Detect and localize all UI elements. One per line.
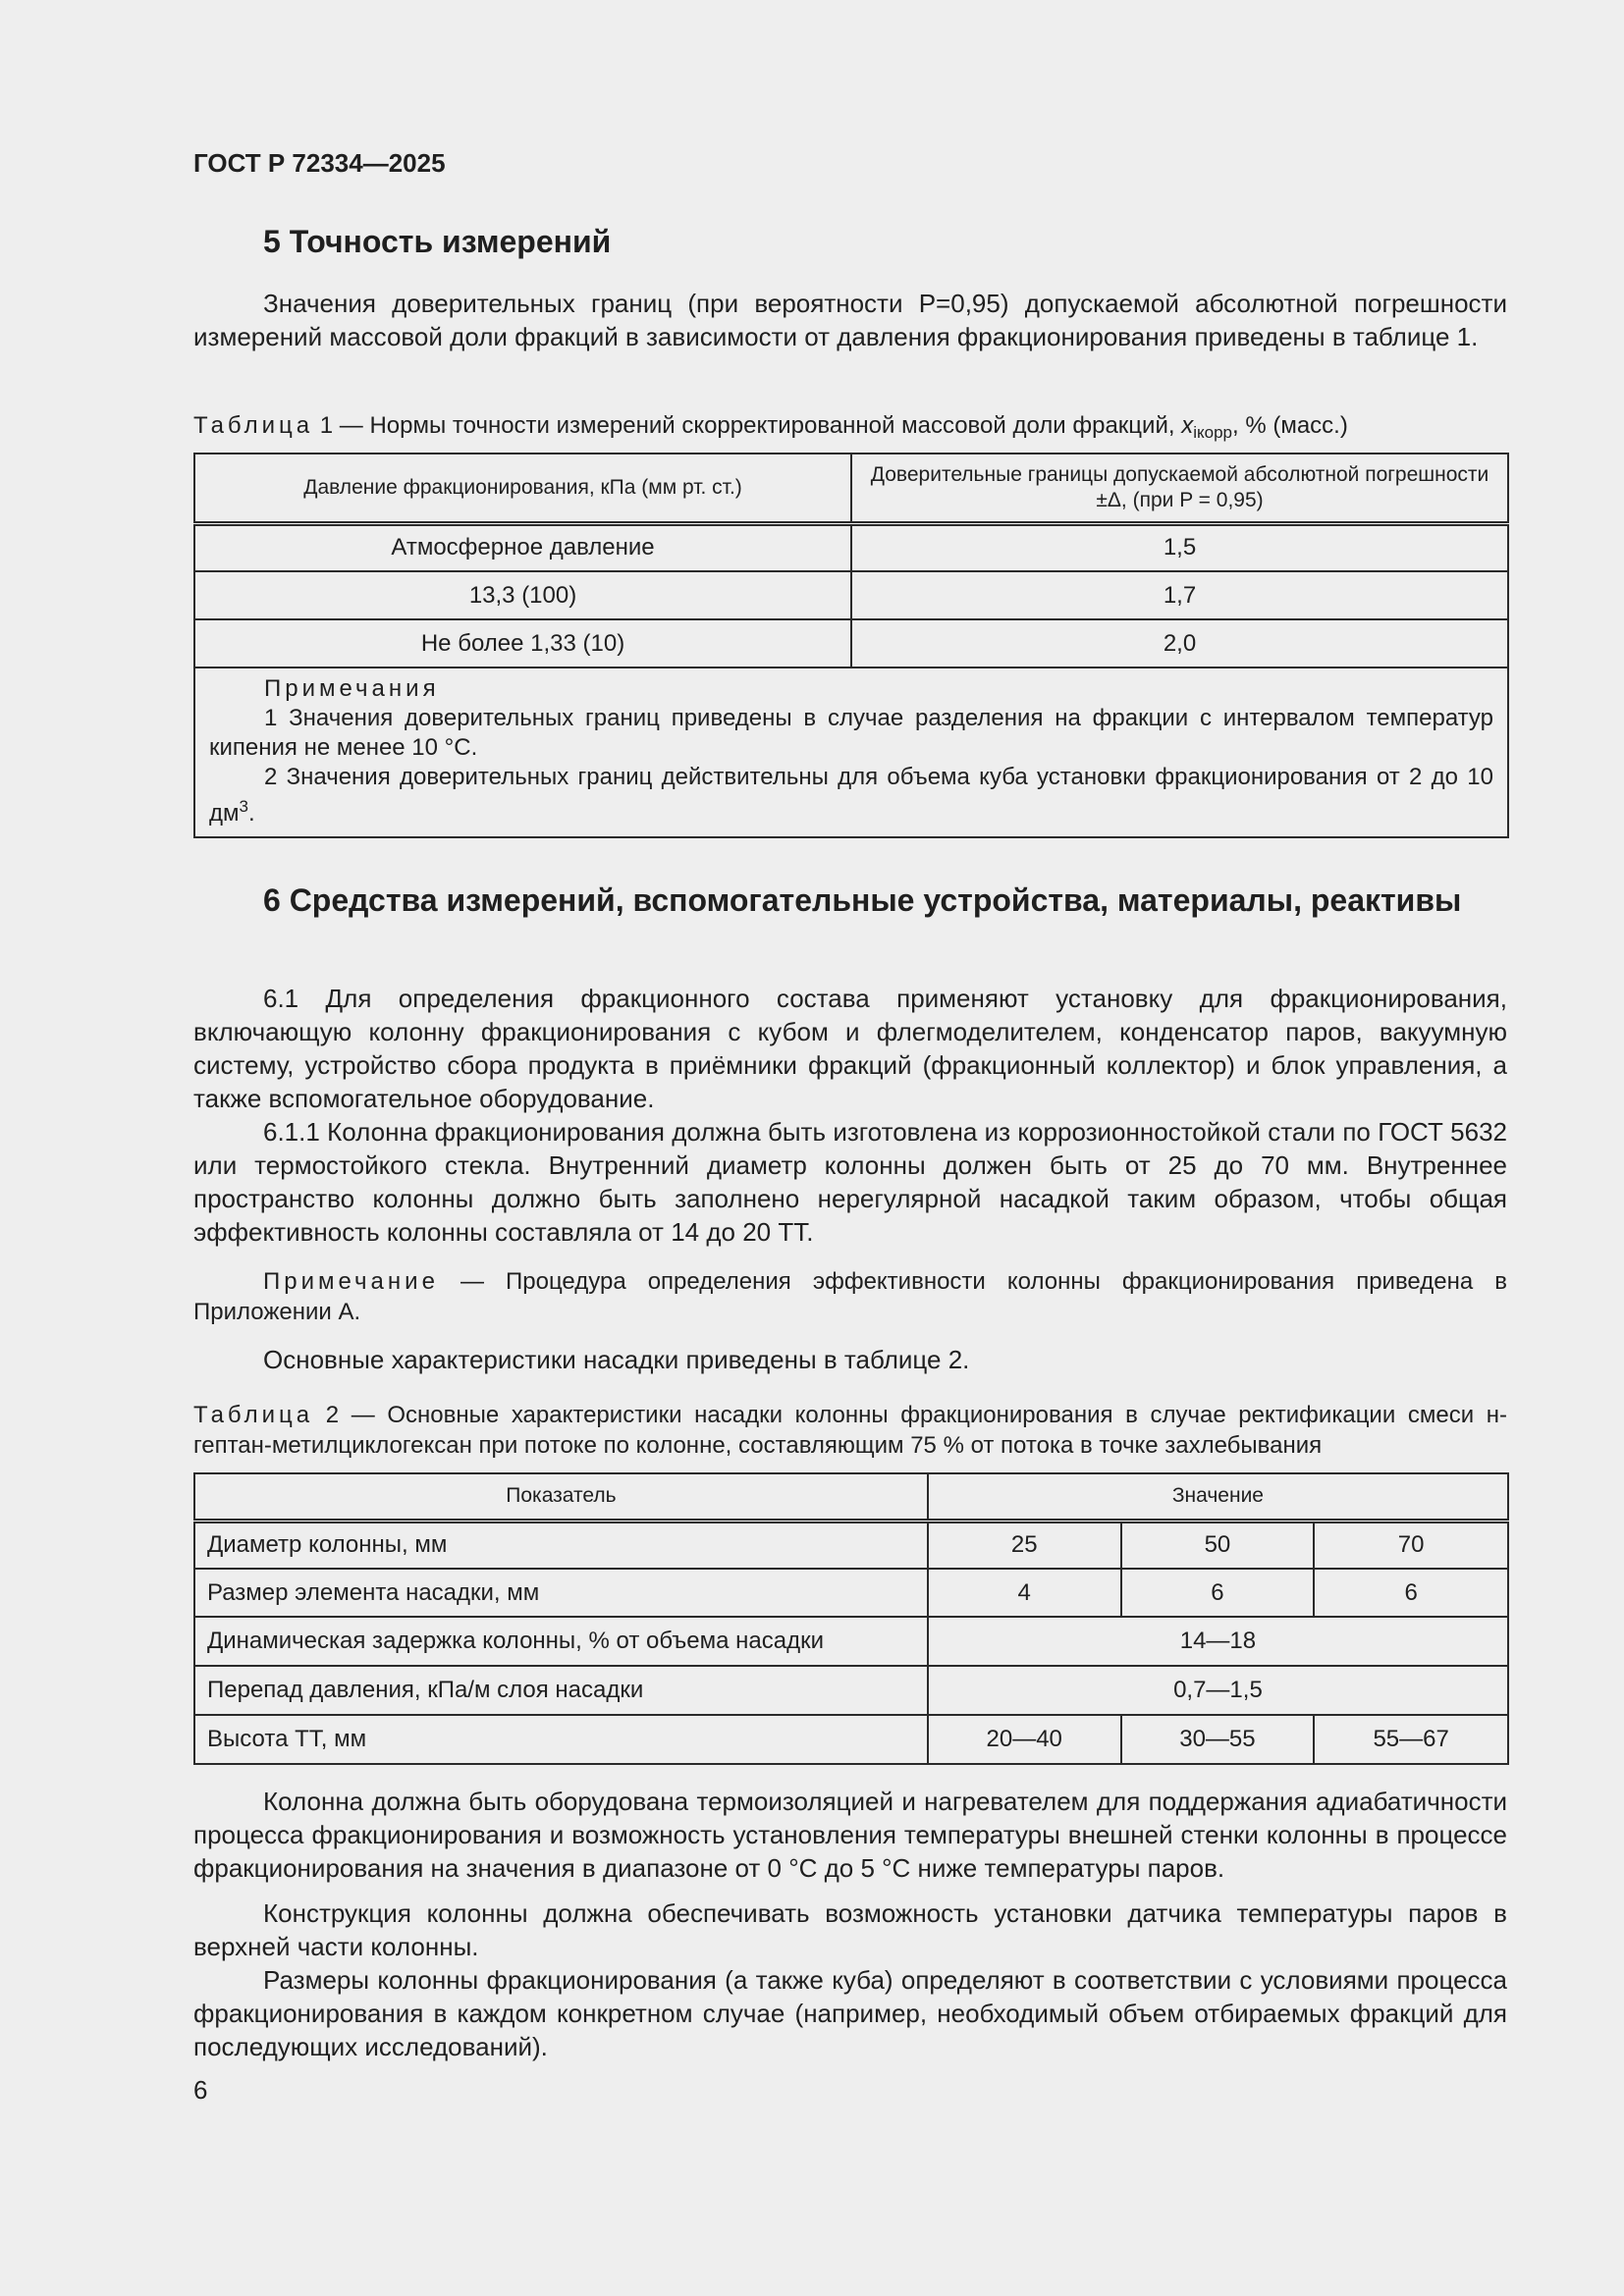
table-1-notes-row: [194, 667, 1508, 837]
table-2-header-indicator: Показатель: [194, 1473, 928, 1521]
table-1-note-1: 1 Значения доверительных границ приведены в случае разделения на фракции с интервалом температур кипения не менее 10 °С.: [209, 705, 1493, 761]
table-1-caption-end: , % (масс.): [1231, 412, 1348, 439]
table-cell: Диаметр колонны, мм: [194, 1521, 928, 1569]
section-6-note-text: — Процедура определения эффективности колонны фракционирования приведена в Приложении А.: [193, 1268, 1507, 1325]
page-number: 6: [193, 2075, 208, 2105]
table-2-header-value: Значение: [928, 1473, 1508, 1521]
table-1-note-2-end: .: [247, 800, 255, 827]
section-6-note: [193, 1266, 1507, 1327]
table-1-caption-subscript: iкорр: [1193, 423, 1232, 442]
table-1-caption: [193, 410, 1507, 448]
table-cell: 1,7: [851, 571, 1508, 619]
table-cell: Атмосферное давление: [194, 523, 851, 571]
table-1-note-2-superscript: 3: [239, 797, 248, 816]
table-2-caption-label: Таблица: [193, 1402, 314, 1428]
table-1-caption-label: Таблица: [193, 412, 314, 439]
document-code: ГОСТ Р 72334—2025: [193, 148, 446, 178]
table-1-header-pressure: Давление фракционирования, кПа (мм рт. ст.): [194, 454, 851, 523]
table-cell: 30—55: [1121, 1715, 1315, 1764]
section-5-heading: 5 Точность измерений: [263, 224, 612, 259]
table-row: [194, 571, 1508, 619]
paragraph-sensor: Конструкция колонны должна обеспечивать возможность установки датчика температуры паров в верхней части колонны.: [193, 1898, 1507, 1961]
table-row: [194, 1715, 1508, 1764]
table-cell: Динамическая задержка колонны, % от объема насадки: [194, 1617, 928, 1666]
table-cell: 0,7—1,5: [928, 1666, 1508, 1715]
table-cell: 2,0: [851, 619, 1508, 667]
table-row: [194, 523, 1508, 571]
table-row: [194, 1569, 1508, 1617]
paragraph-6-1: 6.1 Для определения фракционного состава применяют установку для фракционирования, включающую колонну фракционирования с кубом и флегмоделителем, конденсатор паров, вакуумную систему, устройство сбора продукта в приёмники фракций (фракционный коллектор) и блок управления, а также вспомогательное оборудование.: [193, 984, 1507, 1113]
table-1-caption-text: 1 — Нормы точности измерений скорректированной массовой доли фракций,: [319, 412, 1182, 439]
table-cell: 13,3 (100): [194, 571, 851, 619]
table-cell: 55—67: [1314, 1715, 1508, 1764]
table-cell: Размер элемента насадки, мм: [194, 1569, 928, 1617]
table-cell: 6: [1314, 1569, 1508, 1617]
table-1-header-row: [194, 454, 1508, 523]
table-2-caption: [193, 1400, 1507, 1461]
section-5-paragraph: Значения доверительных границ (при вероятности P=0,95) допускаемой абсолютной погрешности измерений массовой доли фракций в зависимости от давления фракционирования приведены в таблице 1.: [193, 289, 1507, 351]
table-row: [194, 619, 1508, 667]
table-cell: 1,5: [851, 523, 1508, 571]
table-cell: 20—40: [928, 1715, 1121, 1764]
table-cell: Высота ТТ, мм: [194, 1715, 928, 1764]
section-6-note-label: Примечание: [263, 1268, 439, 1295]
table-cell: 25: [928, 1521, 1121, 1569]
table-cell: 14—18: [928, 1617, 1508, 1666]
paragraph-6-1-1: 6.1.1 Колонна фракционирования должна быть изготовлена из коррозионностойкой стали по ГОСТ 5632 или термостойкого стекла. Внутренний диаметр колонны должен быть от 25 до 70 мм. Внутреннее пространство колонны должно быть заполнено нерегулярной насадкой таким образом, чтобы общая эффективность колонны составляла от 14 до 20 ТТ.: [193, 1117, 1507, 1247]
table-1: [193, 453, 1509, 838]
table-cell: 50: [1121, 1521, 1315, 1569]
table-cell: 6: [1121, 1569, 1315, 1617]
table-1-notes: [194, 667, 1508, 837]
table-cell: Перепад давления, кПа/м слоя насадки: [194, 1666, 928, 1715]
table-1-note-2: [209, 763, 1493, 828]
table-row: [194, 1666, 1508, 1715]
table-1-caption-variable: x: [1181, 412, 1194, 439]
table-cell: 70: [1314, 1521, 1508, 1569]
section-6-heading: 6 Средства измерений, вспомогательные устройства, материалы, реактивы: [263, 882, 1462, 918]
table-cell: 4: [928, 1569, 1121, 1617]
table-row: [194, 1521, 1508, 1569]
table-1-header-limits: Доверительные границы допускаемой абсолютной погрешности ±Δ, (при P = 0,95): [851, 454, 1508, 523]
table-2-caption-text: 2 — Основные характеристики насадки колонны фракционирования в случае ректификации смеси н-гептан-метилциклогексан при потоке по колонне, составляющим 75 % от потока в точке захлебывания: [193, 1402, 1507, 1459]
paragraph-insulation: Колонна должна быть оборудована термоизоляцией и нагревателем для поддержания адиабатичности процесса фракционирования и возможность установления температуры внешней стенки колонны в процессе фракционирования на значения в диапазоне от 0 °С до 5 °С ниже температуры паров.: [193, 1787, 1507, 1883]
table-cell: Не более 1,33 (10): [194, 619, 851, 667]
table-1-note-2-text: 2 Значения доверительных границ действительны для объема куба установки фракционирования от 2 до 10 дм: [209, 764, 1493, 827]
table-2-reference: Основные характеристики насадки приведены в таблице 2.: [263, 1345, 970, 1374]
table-2: [193, 1472, 1509, 1765]
paragraph-dimensions: Размеры колонны фракционирования (а также куба) определяют в соответствии с условиями процесса фракционирования в каждом конкретном случае (например, необходимый объем отбираемых фракций для последующих исследований).: [193, 1965, 1507, 2061]
table-1-notes-title: Примечания: [264, 675, 440, 702]
table-2-header-row: [194, 1473, 1508, 1521]
table-row: [194, 1617, 1508, 1666]
